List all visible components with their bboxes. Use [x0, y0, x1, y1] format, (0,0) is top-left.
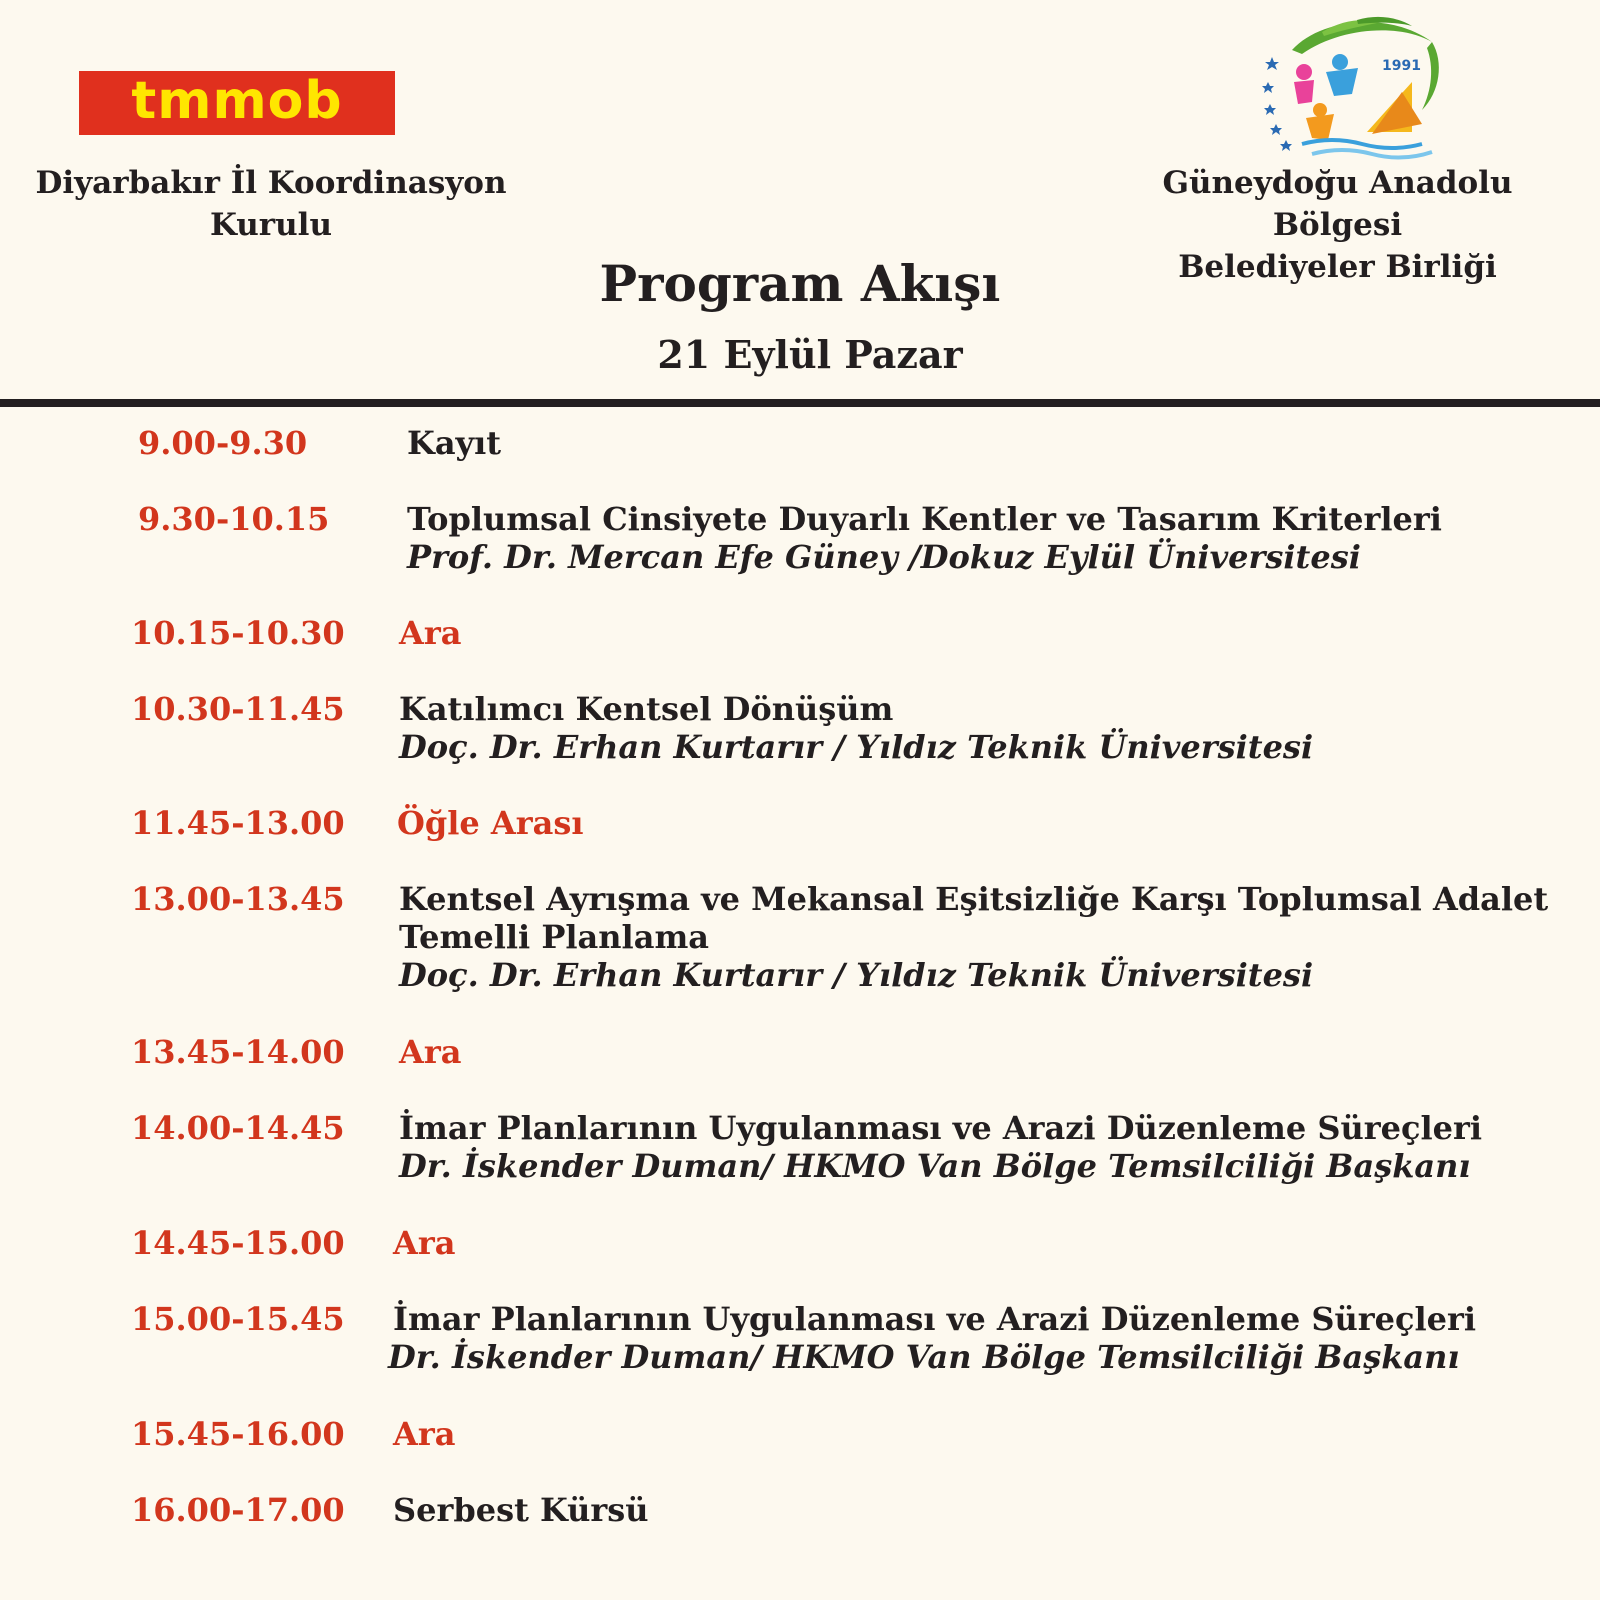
schedule-time: 10.15-10.30: [131, 614, 345, 652]
schedule-time: 9.00-9.30: [138, 424, 308, 462]
schedule-topic: Kentsel Ayrışma ve Mekansal Eşitsizliğe Karşı Toplumsal Adalet: [399, 880, 1549, 918]
left-org-line2: Kurulu: [210, 207, 332, 243]
schedule-entry: [388, 1300, 1476, 1376]
schedule-topic: Kayıt: [407, 424, 502, 462]
event-date: 21 Eylül Pazar: [657, 332, 963, 377]
schedule-topic: Ara: [393, 1224, 456, 1262]
schedule-time: 15.45-16.00: [131, 1415, 345, 1453]
schedule-speaker: Dr. İskender Duman/ HKMO Van Bölge Temsilciliği Başkanı: [399, 1147, 1471, 1185]
schedule-time: 16.00-17.00: [131, 1491, 345, 1529]
schedule-time: 13.00-13.45: [131, 880, 345, 918]
schedule-topic: Katılımcı Kentsel Dönüşüm: [399, 690, 894, 728]
schedule-entry: [407, 500, 1442, 576]
schedule-entry: [407, 424, 501, 462]
schedule-topic: Toplumsal Cinsiyete Duyarlı Kentler ve Tasarım Kriterleri: [407, 500, 1442, 538]
logo-year: 1991: [1382, 58, 1421, 74]
schedule-topic: İmar Planlarının Uygulanması ve Arazi Düzenleme Süreçleri: [399, 1109, 1482, 1147]
schedule-entry: [399, 1033, 461, 1071]
union-logo-icon: [1262, 12, 1452, 164]
schedule-time: 14.00-14.45: [131, 1109, 345, 1147]
right-org-line2: Belediyeler Birliği: [1178, 249, 1497, 285]
schedule-speaker: Dr. İskender Duman/ HKMO Van Bölge Temsilciliği Başkanı: [388, 1338, 1460, 1376]
schedule-topic: Serbest Kürsü: [393, 1491, 649, 1529]
schedule-topic-line2: Temelli Planlama: [399, 918, 710, 956]
schedule-topic: Ara: [399, 1033, 462, 1071]
tmmob-logo-text: tmmob: [131, 71, 343, 131]
schedule-topic: Ara: [393, 1415, 456, 1453]
schedule-entry: [393, 1491, 649, 1529]
right-org-line1: Güneydoğu Anadolu Bölgesi: [1162, 165, 1513, 243]
schedule-entry: [397, 804, 584, 842]
schedule-time: 9.30-10.15: [138, 500, 330, 538]
page-title: Program Akışı: [599, 254, 1001, 313]
tmmob-logo: [79, 71, 395, 135]
schedule-topic: Ara: [399, 614, 462, 652]
schedule-speaker: Doç. Dr. Erhan Kurtarır / Yıldız Teknik Üniversitesi: [399, 728, 1314, 766]
schedule-time: 11.45-13.00: [131, 804, 345, 842]
schedule-entry: [393, 1415, 455, 1453]
schedule-speaker: Doç. Dr. Erhan Kurtarır / Yıldız Teknik Üniversitesi: [399, 956, 1314, 994]
schedule-time: 14.45-15.00: [131, 1224, 345, 1262]
schedule-entry: [399, 690, 1313, 766]
schedule-topic: İmar Planlarının Uygulanması ve Arazi Düzenleme Süreçleri: [393, 1300, 1476, 1338]
schedule-time: 15.00-15.45: [131, 1300, 345, 1338]
schedule-entry: [393, 1224, 455, 1262]
schedule-time: 10.30-11.45: [131, 690, 345, 728]
left-org-line1: Diyarbakır İl Koordinasyon: [35, 165, 507, 201]
schedule-entry: [399, 614, 461, 652]
schedule-entry: [399, 1109, 1482, 1185]
schedule-speaker: Prof. Dr. Mercan Efe Güney /Dokuz Eylül Üniversitesi: [407, 538, 1361, 576]
left-organization-name: [30, 162, 512, 246]
schedule-entry: [399, 880, 1548, 994]
schedule-topic: Öğle Arası: [397, 804, 584, 842]
schedule-time: 13.45-14.00: [131, 1033, 345, 1071]
header-divider: [0, 399, 1600, 407]
